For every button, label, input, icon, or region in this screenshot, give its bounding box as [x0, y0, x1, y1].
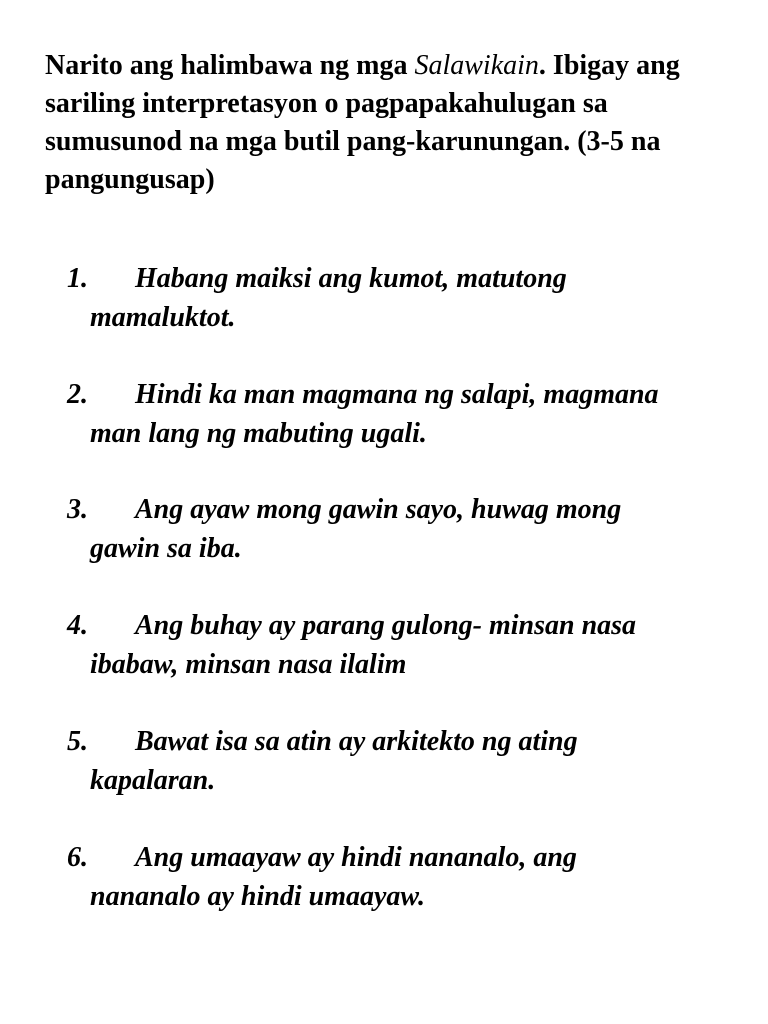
item-text-line1: Habang maiksi ang kumot, matutong: [135, 263, 567, 294]
list-item: [67, 838, 727, 916]
item-text-line2: mamaluktot.: [90, 302, 236, 333]
item-number: 6.: [67, 842, 88, 873]
item-text-line2: gawin sa iba.: [90, 533, 242, 564]
item-text-line2: nananalo ay hindi umaayaw.: [90, 881, 426, 912]
list-item: [67, 490, 727, 568]
item-text-line1: Ang umaayaw ay hindi nananalo, ang: [135, 842, 577, 873]
item-number: 5.: [67, 726, 88, 757]
item-text-line2: kapalaran.: [90, 765, 216, 796]
instructions-paragraph: [45, 47, 735, 199]
instructions-emphasis: Salawikain: [414, 50, 539, 81]
instructions-text-before: Narito ang halimbawa ng mga: [45, 50, 415, 81]
list-item: [67, 375, 727, 453]
item-number: 4.: [67, 610, 88, 641]
list-item: [67, 259, 727, 337]
item-text-line1: Ang ayaw mong gawin sayo, huwag mong: [135, 494, 622, 525]
item-text-line1: Ang buhay ay parang gulong- minsan nasa: [135, 610, 637, 641]
item-number: 1.: [67, 263, 88, 294]
item-text-line2: ibabaw, minsan nasa ilalim: [90, 649, 407, 680]
item-text-line1: Hindi ka man magmana ng salapi, magmana: [135, 379, 659, 410]
item-number: 3.: [67, 494, 88, 525]
list-item: [67, 722, 727, 800]
list-item: [67, 606, 727, 684]
instructions-text-after: . Ibigay ang sariling interpretasyon o pagpapakahulugan sa sumusunod na mga butil pang-karunungan. (3-5 na pangungusap): [45, 50, 680, 195]
item-text-line1: Bawat isa sa atin ay arkitekto ng ating: [135, 726, 578, 757]
item-number: 2.: [67, 379, 88, 410]
item-text-line2: man lang ng mabuting ugali.: [90, 418, 427, 449]
